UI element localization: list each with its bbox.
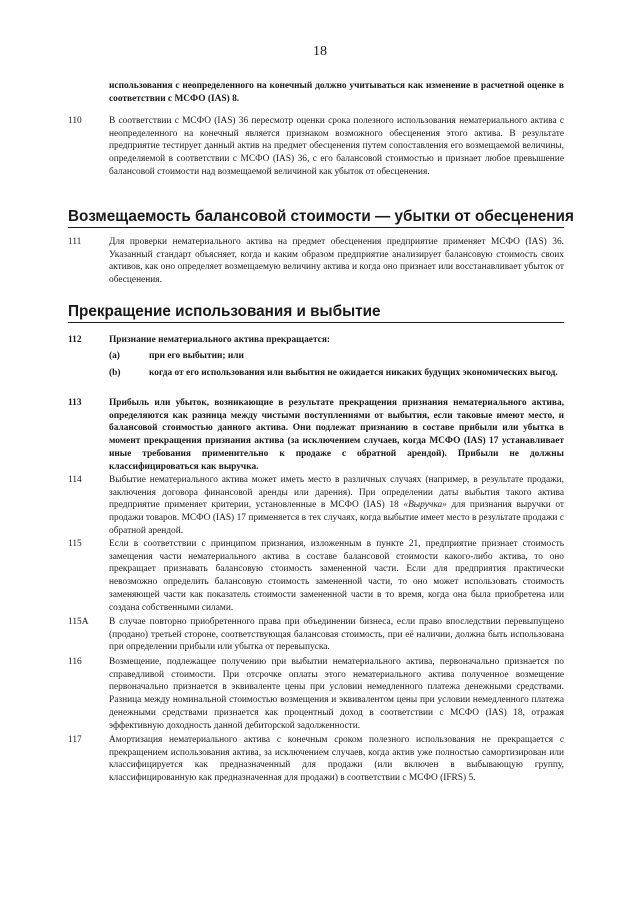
paragraph-number: 116 [68,657,82,667]
paragraph-text: Амортизация нематериального актива с конечным сроком полезного использования не прекращается с прекращением использования актива, за исключением случаев, когда актив уже полностью самортизирован или классифицируется как предназначенный для продажи (или включен в выбывающую группу, классифицированную как предназначенная для продажи) в соответствии с МСФО (IFRS) 5. [109,735,564,784]
paragraph-text: Если в соответствии с принципом признания, изложенным в пункте 21, предприятие признает стоимость замещения части нематериального актива в составе балансовой стоимости какого-либо актива, то оно прекращает признавать балансовую стоимость замененной части. Если для предприятия практически невозможно определить балансовую стоимость замененной части, то оно может использовать стоимость заменяющей части как показатель стоимости замененной части в то время, когда она была приобретена или создана собственными силами. [109,539,564,613]
paragraph-number: 113 [68,398,82,408]
paragraph-115 [68,538,564,614]
page-number: 18 [313,44,327,59]
paragraph-115a [68,616,564,654]
paragraph-text: Признание нематериального актива прекращается: [109,335,331,345]
continuation-text: использования с неопределенного на конечный должно учитываться как изменение в расчетной оценке в соответствии с МСФО (IAS) 8. [109,81,564,104]
paragraph-text: В случае повторно приобретенного права при объединении бизнеса, если право впоследствии перевыпущено (продано) третьей стороне, соответствующая балансовая стоимость, при её наличии, должна быть использована при определении прибыли или убытка от перевыпуска. [109,617,564,653]
paragraph-text: Возмещение, подлежащее получению при выбытии нематериального актива, первоначально признается по справедливой стоимости. При отсрочке оплаты этого нематериального актива полученное возмещение первоначально признается в эквиваленте цены при условии немедленного платежа денежными средствами. Разница между номинальной стоимостью возмещения и эквивалентом цены при условии немедленного платежа денежными средствами признается как процентный доход в соответствии с МСФО (IAS) 18, отражая эффективную доходность данной дебиторской задолженности. [109,657,564,731]
paragraph-number: 115 [68,539,82,549]
standard-title-italic: «Выручка» [403,500,447,511]
paragraph-text: В соответствии с МСФО (IAS) 36 пересмотр оценки срока полезного использования нематериального актива с неопределенного на конечный является признаком возможного обесценения этого актива. В результате предприятие тестирует данный актив на предмет обесценения путем сопоставления его возмещаемой величины, определяемой в соответствии с МСФО (IAS) 36, с его балансовой стоимостью и признает любое превышение балансовой стоимости над возмещаемой величиной как убыток от обесценения. [109,116,564,177]
paragraph-111 [68,236,564,287]
paragraph-number: 115A [68,617,89,627]
list-item-text: когда от его использования или выбытия не ожидается никаких будущих экономических выгод. [149,368,558,379]
list-item-letter: (b) [109,368,121,379]
paragraph-114 [68,474,564,538]
paragraph-number: 111 [68,237,82,247]
section-heading-derecognition: Прекращение использования и выбытие [68,303,564,323]
paragraph-112 [68,334,564,380]
paragraph-text-part: для признания выручки от продажи товаров. МСФО (IAS) 17 применяется в тех случаях, когда выбытие имеет место в результате продажи с обратной арендой. [109,500,564,536]
list-item-letter: (a) [109,350,120,361]
list-item [109,367,564,380]
paragraph-text: Прибыль или убыток, возникающие в результате прекращения признания нематериального актива, определяются как разница между чистыми поступлениями от выбытия, если таковые имеют место, и балансовой стоимостью данного актива. Они подлежат признанию в составе прибыли или убытка в момент прекращения признания актива (за исключением случаев, когда МСФО (IAS) 17 устанавливает иные требования применительно к продаже с обратной арендой). Прибыли не должны классифицироваться как выручка. [109,398,564,472]
paragraph-text-part: Выбытие нематериального актива может иметь место в различных случаях (например, в результате продажи, заключения договора финансовой аренды или дарения). При определении даты выбытия такого актива предприятие применяет критерии, установленные в МСФО (IAS) 18 [109,475,564,511]
paragraph-number: 114 [68,475,82,485]
section-heading-impairment: Возмещаемость балансовой стоимости — убытки от обесценения [68,208,564,228]
paragraph-text [109,474,564,538]
paragraph-116 [68,656,564,732]
paragraph-117 [68,734,564,785]
paragraph-number: 112 [68,335,82,345]
paragraph-number: 110 [68,116,82,126]
paragraph-113 [68,397,564,473]
paragraph-text: Для проверки нематериального актива на предмет обесценения предприятие применяет МСФО (IAS) 36. Указанный стандарт объясняет, когда и каким образом предприятие анализирует балансовую стоимость своих активов, как оно определяет возмещаемую величину актива и когда оно признает или восстанавливает убыток от обесценения. [109,237,564,286]
list-item-text: при его выбытии; или [149,350,244,361]
list-item [109,350,564,363]
paragraph-number: 117 [68,735,82,745]
paragraph-110 [68,115,564,179]
